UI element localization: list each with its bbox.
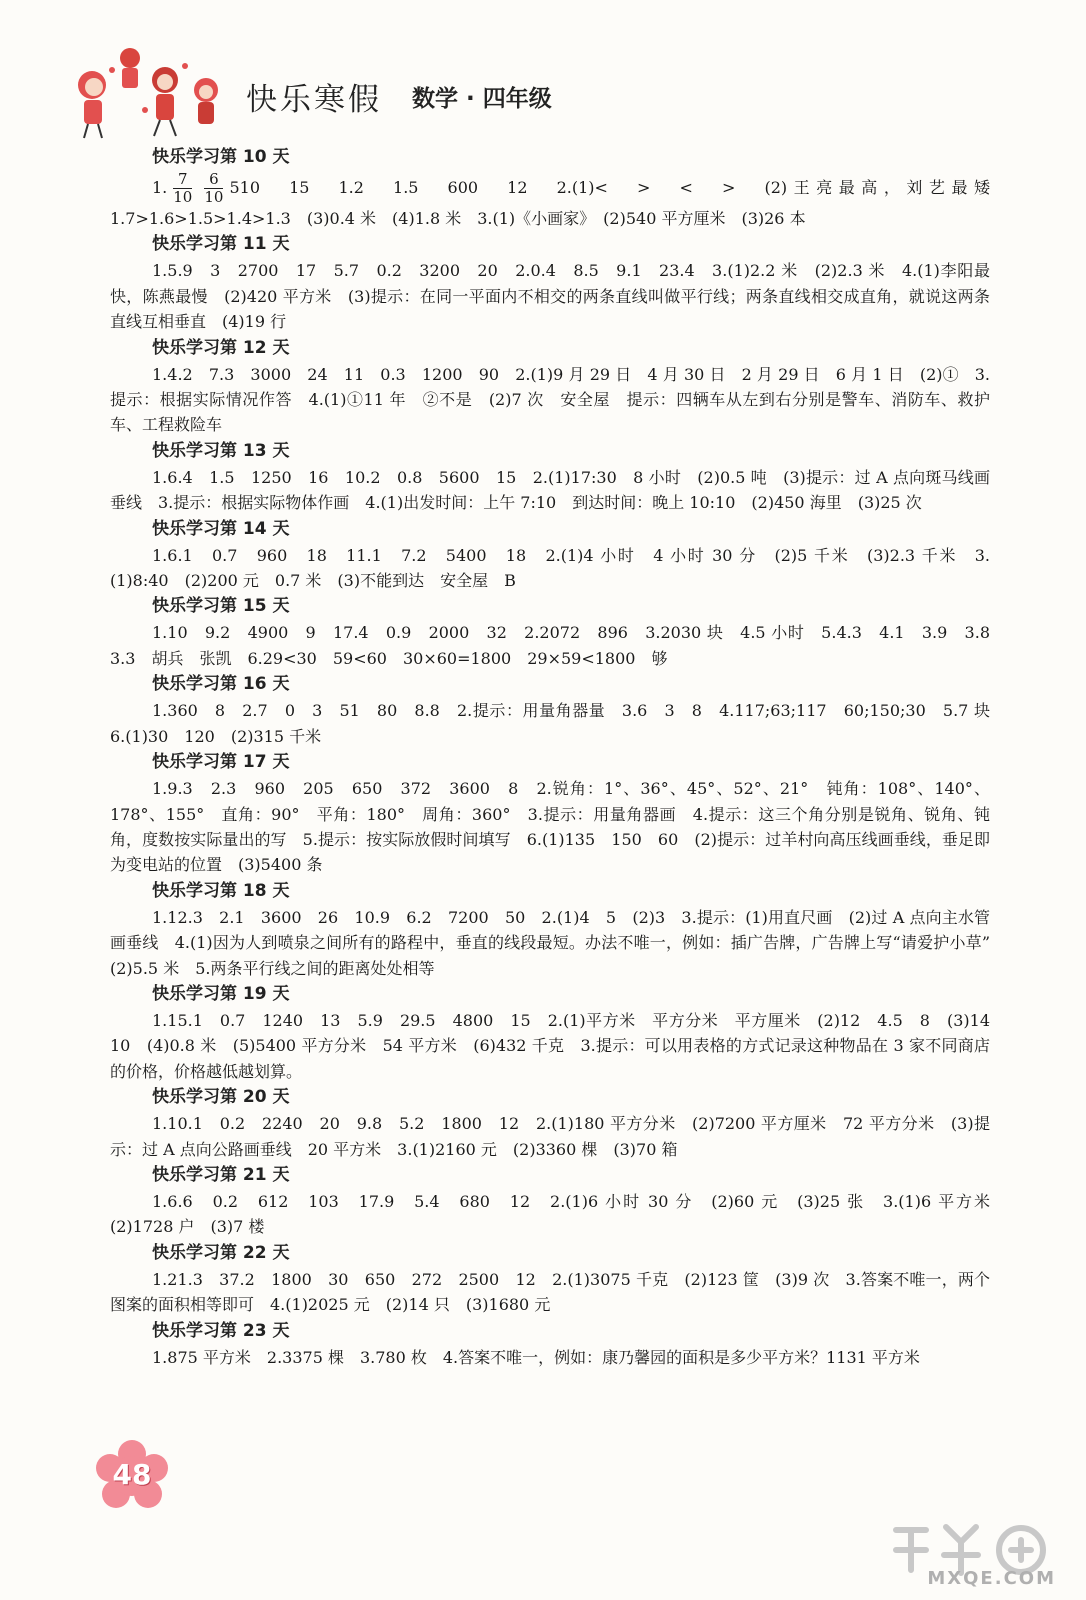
day-section-14 [110, 516, 990, 594]
page-number: 48 [112, 1458, 152, 1491]
day-answers [110, 170, 1007, 231]
day-title: 快乐学习第 16 天 [152, 674, 290, 695]
day-answers: 1.21.3 37.2 1800 30 650 272 2500 12 2.(1)3075 千克 (2)123 筐 (3)9 次 3.答案不唯一，两个图案的面积相等即可 4.(1)2025 元 (2)14 只 (3)1680 元 [110, 1269, 990, 1315]
day-title: 快乐学习第 14 天 [152, 518, 290, 539]
day-title: 快乐学习第 11 天 [152, 234, 290, 255]
page-number-badge [92, 1440, 172, 1510]
fraction [173, 171, 192, 206]
denominator: 10 [173, 188, 193, 206]
day-answers: 1.4.2 7.3 3000 24 11 0.3 1200 90 2.(1)9 月 29 日 4 月 30 日 2 月 29 日 6 月 1 日 (2)① 3.提示：根据实际情况作答 4.(1)①11 年 ②不是 (2)7 次 安全屋 提示：四辆车从左到右分别是警车、消防车、救护车、工程救险车 [110, 364, 990, 435]
day-section-18 [110, 878, 1007, 981]
denominator: 10 [204, 188, 224, 206]
day-title: 快乐学习第 15 天 [152, 596, 290, 617]
day-answers: 1.12.3 2.1 3600 26 10.9 6.2 7200 50 2.(1)4 5 (2)3 3.提示：(1)用直尺画 (2)过 A 点向主水管画垂线 4.(1)因为人到喷泉之间所有的路程中，垂直的线段最短。办法不唯一，例如：插广告牌，广告牌上写“请爱护小草” (2)5.5 米 5.两条平行线之间的距离处处相等 [110, 907, 1007, 978]
series-title: 快乐寒假 [246, 82, 382, 118]
day-title: 快乐学习第 22 天 [152, 1242, 290, 1263]
day-answers: 1.360 8 2.7 0 3 51 80 8.8 2.提示：用量角器量 3.6 3 8 4.117;63;117 60;150;30 5.7 块 6.(1)30 120 (2)315 千米 [110, 701, 1007, 746]
fraction [204, 171, 223, 206]
day-section-11 [110, 231, 990, 334]
day-answers: 1.6.6 0.2 612 103 17.9 5.4 680 12 2.(1)6 小时 30 分 (2)60 元 (3)25 张 3.(1)6 平方米 (2)1728 户 (3)7 楼 [110, 1191, 1007, 1237]
day-section-21 [110, 1162, 1007, 1240]
day-section-20 [110, 1084, 990, 1162]
day-section-13 [110, 438, 990, 516]
page-header [0, 0, 1086, 140]
day-section-23 [110, 1318, 990, 1370]
watermark-url: MXQE.COM [927, 1568, 1056, 1589]
children-illustration [70, 40, 230, 140]
day-section-19 [110, 981, 1007, 1084]
day-title: 快乐学习第 13 天 [152, 440, 290, 461]
day-answers: 1.6.4 1.5 1250 16 10.2 0.8 5600 15 2.(1)17:30 8 小时 (2)0.5 吨 (3)提示：过 A 点向斑马线画垂线 3.提示：根据实际物体作画 4.(1)出发时间：上午 7:10 到达时间：晚上 10:10 (2)450 海里 (3)25 次 [110, 467, 990, 513]
numerator: 7 [173, 171, 192, 189]
day-title: 快乐学习第 23 天 [152, 1320, 290, 1341]
day-section-10 [110, 144, 1007, 231]
day-title: 快乐学习第 10 天 [152, 147, 290, 167]
day-answers: 1.5.9 3 2700 17 5.7 0.2 3200 20 2.0.4 8.5 9.1 23.4 3.(1)2.2 米 (2)2.3 米 4.(1)李阳最快，陈燕最慢 (2)420 平方米 (3)提示：在同一平面内不相交的两条直线叫做平行线；两条直线相交成直角，就说这两条直线互相垂直 (4)19 行 [110, 261, 990, 332]
subject-grade: 数学 · 四年级 [412, 86, 552, 112]
day-section-12 [110, 335, 990, 438]
day-answers: 1.15.1 0.7 1240 13 5.9 29.5 4800 15 2.(1)平方米 平方分米 平方厘米 (2)12 4.5 8 (3)14 10 (4)0.8 米 (5)5400 平方分米 54 平方米 (6)432 千克 3.提示：可以用表格的方式记录这种物品在 3 家不同商店的价格，价格越低越划算。 [110, 1010, 1007, 1081]
day-section-17 [110, 749, 990, 878]
day-section-16 [110, 671, 1007, 749]
day-title: 快乐学习第 20 天 [152, 1087, 290, 1108]
day-title: 快乐学习第 18 天 [152, 880, 290, 901]
day-title: 快乐学习第 21 天 [152, 1164, 290, 1185]
answer-key [110, 144, 1007, 1370]
day-answers: 1.6.1 0.7 960 18 11.1 7.2 5400 18 2.(1)4 小时 4 小时 30 分 (2)5 千米 (3)2.3 千米 3.(1)8:40 (2)200 元 0.7 米 (3)不能到达 安全屋 B [110, 545, 990, 591]
day-section-15 [110, 593, 1007, 671]
answer-text: 510 15 1.2 1.5 600 12 2.(1)< > < > (2)王亮最高，刘艺最矮 1.7>1.6>1.5>1.4>1.3 (3)0.4 米 (4)1.8 米 3.(1)《小画家》 (2)540 平方厘米 (3)26 本 [110, 178, 1007, 228]
day-answers: 1.10 9.2 4900 9 17.4 0.9 2000 32 2.2072 896 3.2030 块 4.5 小时 5.4.3 4.1 3.9 3.8 3.3 胡兵 张凯 6.29<30 59<60 30×60=1800 29×59<1800 够 [110, 623, 1007, 668]
numerator: 6 [204, 171, 223, 189]
day-answers: 1.10.1 0.2 2240 20 9.8 5.2 1800 12 2.(1)180 平方分米 (2)7200 平方厘米 72 平方分米 (3)提示：过 A 点向公路画垂线 20 平方米 3.(1)2160 元 (2)3360 棵 (3)70 箱 [110, 1114, 990, 1159]
answer-label: 1. [152, 178, 168, 197]
day-title: 快乐学习第 17 天 [152, 752, 290, 773]
day-section-22 [110, 1240, 990, 1318]
day-answers: 1.9.3 2.3 960 205 650 372 3600 8 2.锐角：1°、36°、45°、52°、21° 钝角：108°、140°、178°、155° 直角：90° 平角：180° 周角：360° 3.提示：用量角器画 4.提示：这三个角分别是锐角、锐角、钝角，度数按实际量出的写 5.提示：按实际放假时间填写 6.(1)135 150 60 (2)提示：过羊村向高压线画垂线，垂足即为变电站的位置 (3)5400 条 [110, 779, 990, 875]
day-answers: 1.875 平方米 2.3375 棵 3.780 枚 4.答案不唯一，例如：康乃馨园的面积是多少平方米？1131 平方米 [152, 1347, 920, 1367]
day-title: 快乐学习第 19 天 [152, 983, 290, 1004]
day-title: 快乐学习第 12 天 [152, 337, 290, 358]
